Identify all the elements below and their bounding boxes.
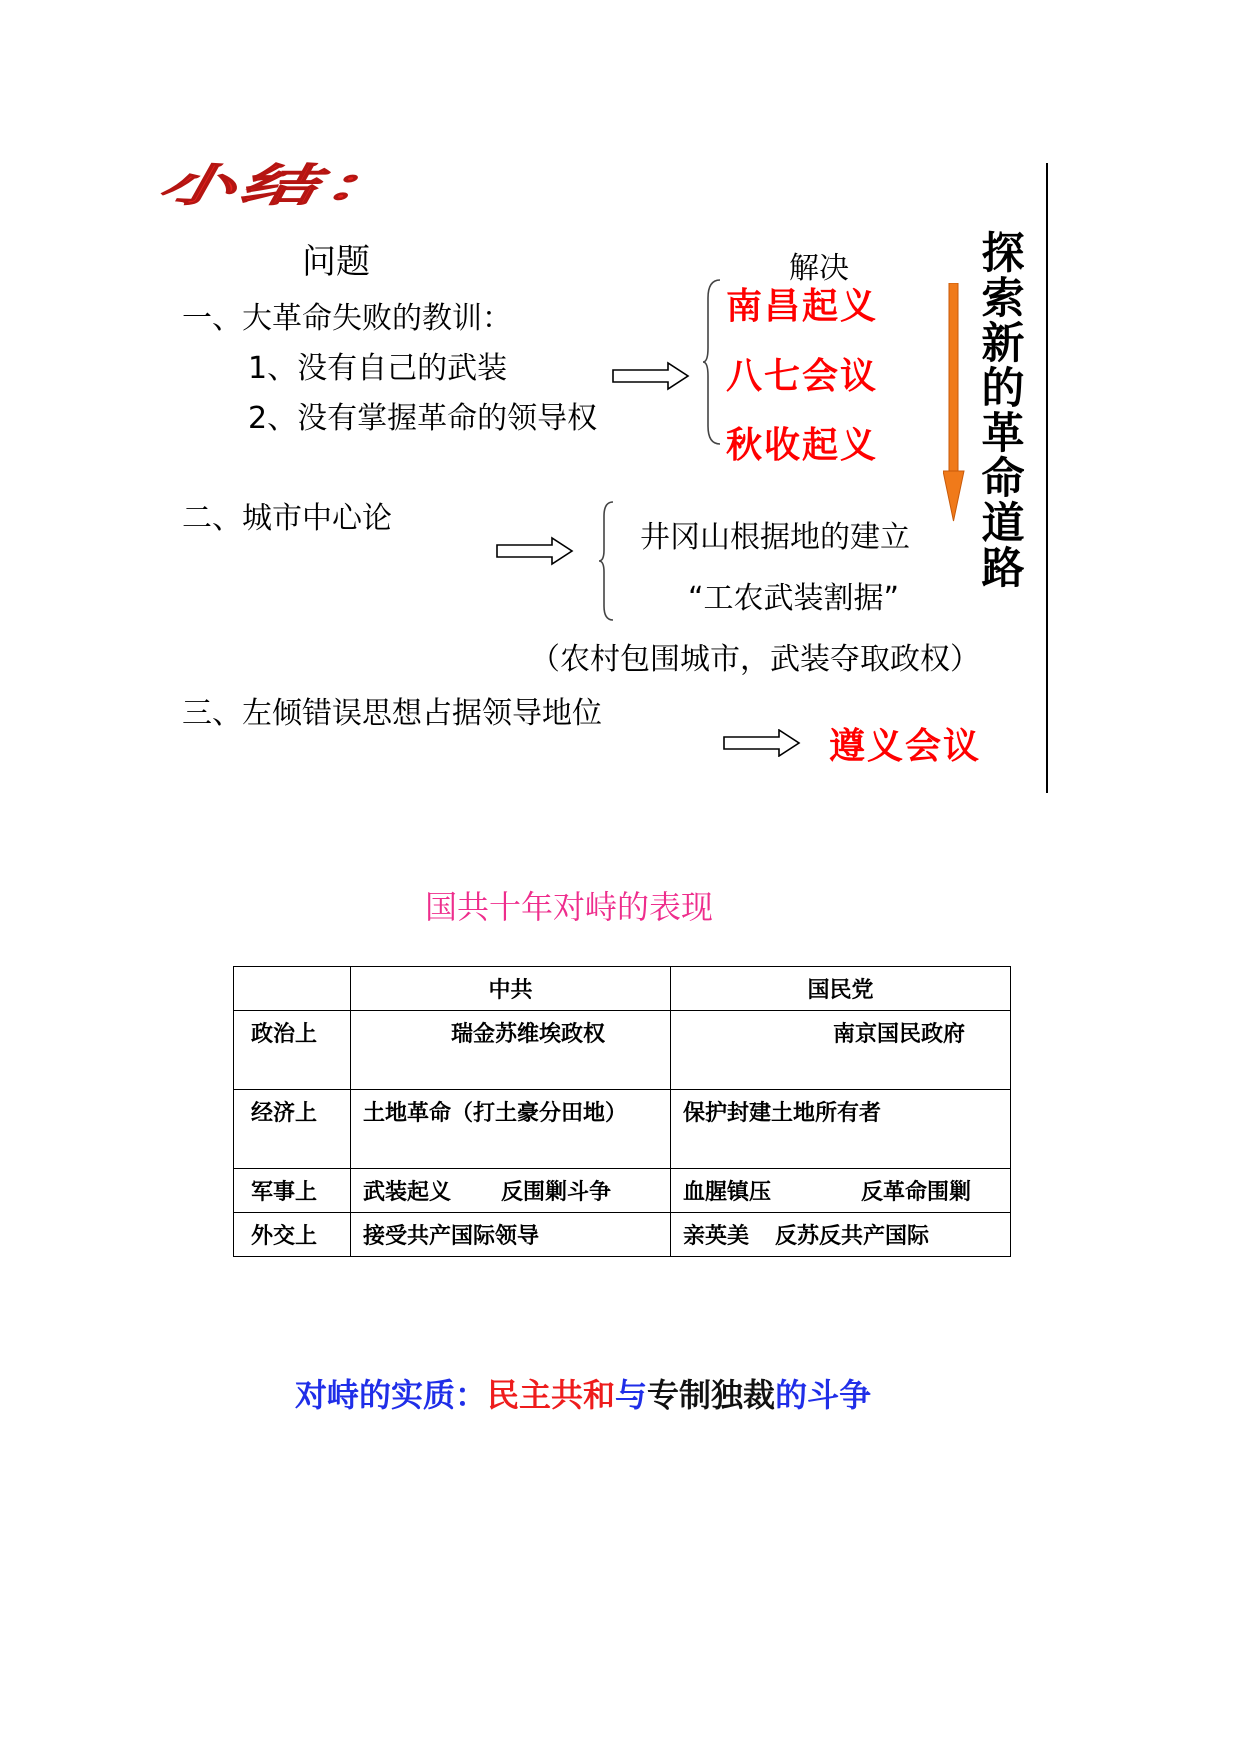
comparison-title: 国共十年对峙的表现 [425, 888, 714, 926]
table-row [234, 1213, 1011, 1257]
essence-conj: 与 [615, 1376, 648, 1414]
cell-kmt-diplomacy [671, 1213, 1011, 1257]
solution-nanchang-uprising: 南昌起义 [726, 286, 879, 327]
table-row [234, 1090, 1011, 1169]
essence-democracy: 民主共和 [487, 1376, 616, 1414]
row-label-military: 军事上 [234, 1169, 351, 1213]
summary-title: 小结： [150, 159, 426, 211]
cell-ccp-diplomacy: 接受共产国际领导 [351, 1213, 671, 1257]
cell-kmt-politics: 南京国民政府 [671, 1011, 1011, 1090]
header-kmt: 国民党 [671, 967, 1011, 1011]
problem-1-heading: 一、大革命失败的教训： [182, 301, 512, 336]
cell-ccp-economy: 土地革命（打土豪分田地） [351, 1090, 671, 1169]
cell-kmt-diplomacy-a: 亲英美 [683, 1224, 750, 1249]
cell-kmt-economy: 保护封建土地所有者 [671, 1090, 1011, 1169]
cell-kmt-military-a: 血腥镇压 [683, 1180, 772, 1205]
table-row [234, 1011, 1011, 1090]
table-header-row [234, 967, 1011, 1011]
problem-3-heading: 三、左倾错误思想占据领导地位 [182, 696, 602, 731]
arrow-right-icon [496, 536, 574, 566]
problem-column-label: 问题 [302, 242, 370, 282]
solution-zunyi-meeting: 遵义会议 [829, 726, 982, 767]
left-brace-icon [702, 278, 724, 446]
cell-kmt-military-b: 反革命围剿 [861, 1180, 972, 1205]
down-arrow-icon [943, 283, 965, 523]
row-label-diplomacy: 外交上 [234, 1213, 351, 1257]
cell-kmt-military [671, 1169, 1011, 1213]
solution-jinggangshan-base: 井冈山根据地的建立 [640, 520, 910, 555]
essence-line [295, 1370, 871, 1416]
cell-ccp-military-b: 反围剿斗争 [501, 1180, 612, 1205]
problem-2-heading: 二、城市中心论 [182, 501, 392, 536]
header-empty [234, 967, 351, 1011]
essence-lead: 对峙的实质： [295, 1376, 488, 1414]
comparison-table [233, 966, 1011, 1257]
vertical-label-explore-new-path: 探索新的革命道路 [981, 229, 1025, 594]
solution-2-note: （农村包围城市，武装夺取政权） [530, 642, 980, 677]
header-ccp: 中共 [351, 967, 671, 1011]
cell-ccp-military-a: 武装起义 [363, 1180, 452, 1205]
row-label-economy: 经济上 [234, 1090, 351, 1169]
cell-ccp-politics: 瑞金苏维埃政权 [351, 1011, 671, 1090]
arrow-right-icon [723, 729, 801, 757]
row-label-politics: 政治上 [234, 1011, 351, 1090]
problem-1-point-2: 2、没有掌握革命的领导权 [248, 401, 598, 436]
essence-dictatorship: 专制独裁 [647, 1376, 776, 1414]
solution-armed-workers-peasants: “工农武装割据” [688, 581, 900, 616]
solution-august7-meeting: 八七会议 [726, 356, 879, 397]
vertical-divider [1046, 163, 1048, 793]
essence-tail: 的斗争 [775, 1376, 872, 1414]
left-brace-icon [598, 500, 616, 622]
table-row [234, 1169, 1011, 1213]
solution-autumn-harvest-uprising: 秋收起义 [726, 425, 879, 466]
cell-kmt-diplomacy-b: 反苏反共产国际 [775, 1224, 930, 1249]
arrow-right-icon [612, 361, 690, 391]
problem-1-point-1: 1、没有自己的武装 [248, 351, 508, 386]
cell-ccp-military [351, 1169, 671, 1213]
solve-column-label: 解决 [789, 251, 849, 286]
